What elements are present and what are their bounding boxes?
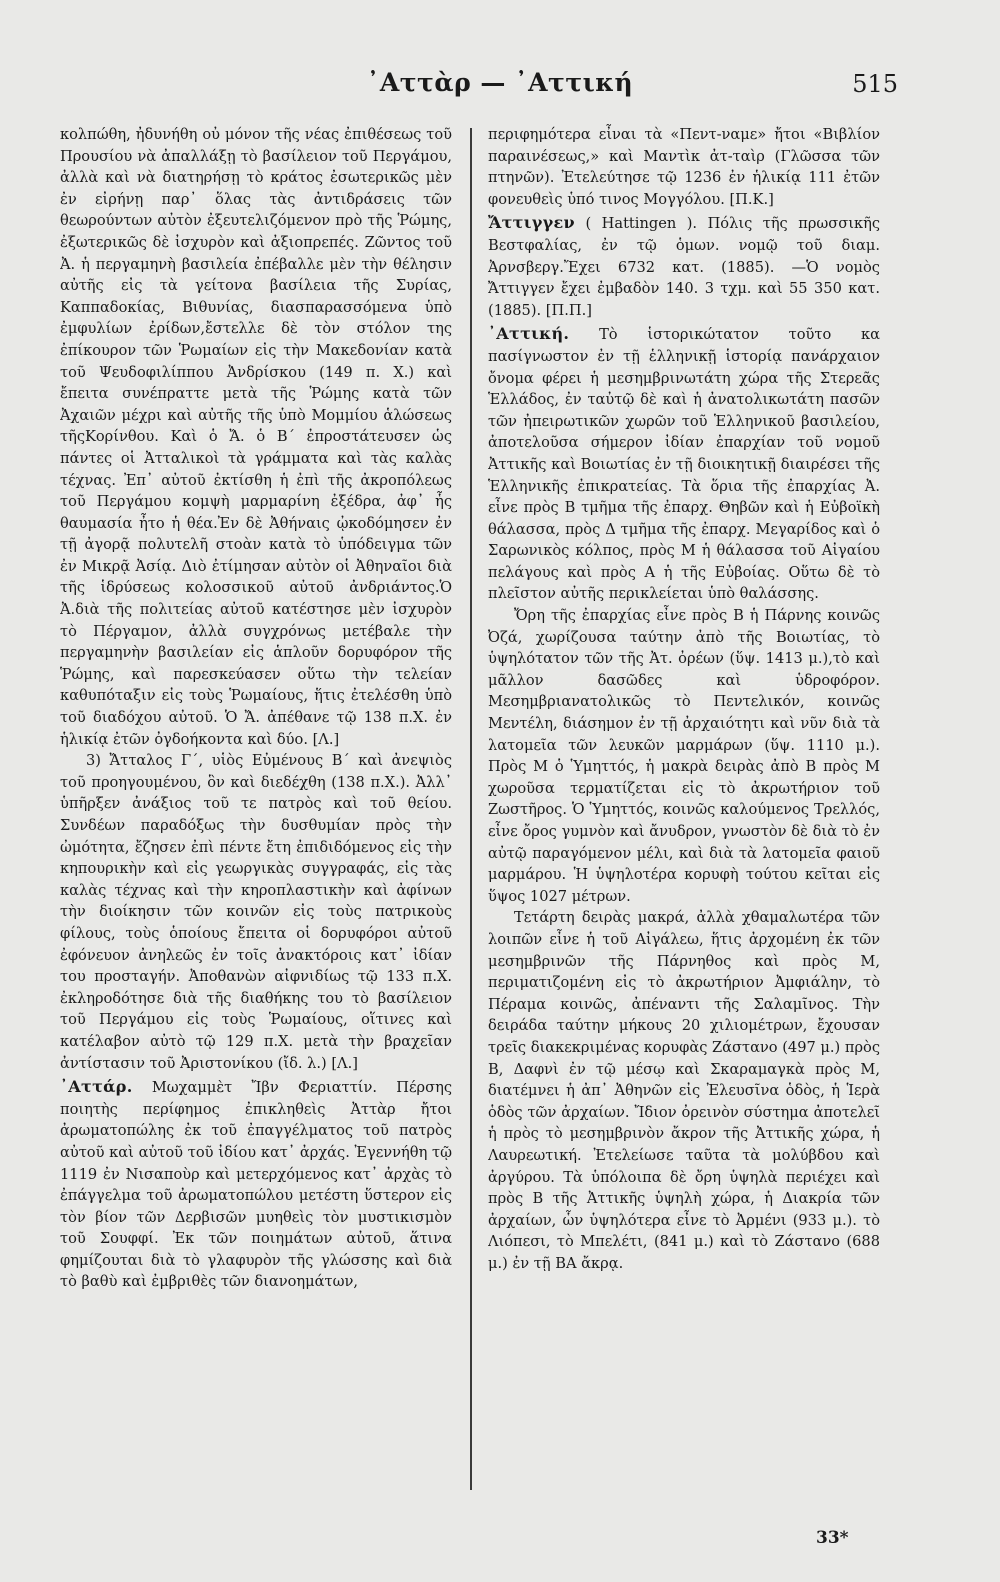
printer-signature: 33* [816, 1528, 849, 1548]
entry-attar [60, 1076, 452, 1293]
running-head [0, 62, 1000, 102]
entry-attiki [488, 323, 880, 605]
page-number: 515 [852, 70, 898, 98]
lemma-attiki: ᾿Αττική. [488, 324, 570, 344]
right-column [488, 124, 880, 1504]
entry-hattingen [488, 212, 880, 321]
paragraph-attar-end: περιφημότερα εἶναι τὰ «Πεντ-ναμε» ἤτοι «Βιβλίον παραινέσεως,» καὶ Μαντὶκ ἀτ-ταὶρ (Γλῶσσα τῶν πτηνῶν). Ἐτελεύτησε τῷ 1236 ἐν ἡλικίᾳ 111 ἐτῶν φονευθεὶς ὑπό τινος Μογγόλου. [Π.Κ.] [488, 126, 880, 208]
left-column [60, 124, 452, 1504]
entry-attiki-text: Τὸ ἱστορικώτατον τοῦτο κα πασίγνωστον ἐν τῇ ἑλληνικῇ ἱστορίᾳ πανάρχαιον ὄνομα φέρει ἡ μεσημβρινωτάτη χώρα τῆς Στερεᾶς Ἑλλάδος, ἐν ταὐτῷ δὲ καὶ ἡ ἀνατολικωτάτη πασῶν τῶν ἠπειρωτικῶν χωρῶν τοῦ Ἑλληνικοῦ βασιλείου, ἀποτελοῦσα σήμερον ἰδίαν ἐπαρχίαν τοῦ νομοῦ Ἀττικῆς καὶ Βοιωτίας ἐν τῇ διοικητικῇ διαιρέσει τῆς Ἑλληνικῆς ἐπικρατείας. Τὰ ὅρια τῆς ἐπαρχίας Ἀ. εἶνε πρὸς Β τμῆμα τῆς ἐπαρχ. Θηβῶν καὶ ἡ Εὐβοϊκὴ θάλασσα, πρὸς Δ τμῆμα τῆς ἐπαρχ. Μεγαρίδος καὶ ὁ Σαρωνικὸς κόλπος, πρὸς Μ ἡ θάλασσα τοῦ Αἰγαίου πελάγους καὶ πρὸς Α ἡ τῆς Εὐβοίας. Οὕτω δὲ τὸ πλεῖστον αὐτῆς περικλείεται ὑπὸ θαλάσσης. [488, 326, 880, 603]
paragraph-ori: Ὄρη τῆς ἐπαρχίας εἶνε πρὸς Β ἡ Πάρνης κοινῶς Ὀζά, χωρίζουσα ταύτην ἀπὸ τῆς Βοιωτίας, τὸ ὑψηλότατον τῶν τῆς Ἀτ. ὀρέων (ὕψ. 1413 μ.),τὸ καὶ μᾶλλον δασῶδες καὶ ὑδροφόρον. Μεσημβριανατολικῶς τὸ Πεντελικόν, κοινῶς Μεντέλη, διάσημον ἐν τῇ ἀρχαιότητι καὶ νῦν διὰ τὰ λατομεῖα τῶν λευκῶν μαρμάρων (ὕψ. 1110 μ.). Πρὸς Μ ὁ Ὑμηττός, ἡ μακρὰ δειρὰς ἀπὸ Β πρὸς Μ χωροῦσα τερματίζεται εἰς τὸ ἀκρωτήριον τοῦ Ζωστῆρος. Ὁ Ὑμηττός, κοινῶς καλούμενος Τρελλός, εἶνε ὄρος γυμνὸν καὶ ἄνυδρον, γνωστὸν δὲ διὰ τὸ ἐν αὐτῷ παραγόμενον μέλι, καὶ διὰ τὰ λατομεῖα φαιοῦ μαρμάρου. Ἡ ὑψηλοτέρα κορυφὴ τούτου κεῖται εἰς ὕψος 1027 μέτρων. [488, 607, 880, 905]
entry-hattingen-text: ( Hattingen ). Πόλις τῆς πρωσσικῆς Βεστφαλίας, ἐν τῷ ὁμων. νομῷ τοῦ διαμ. Ἀρνσβεργ.Ἔχει 6732 κατ. (1885). —Ὁ νομὸς Ἄττιγγεν ἔχει ἐμβαδὸν 140. 3 τχμ. καὶ 55 350 κατ. (1885). [Π.Π.] [488, 215, 880, 319]
entry-attar-text: Μωχαμμὲτ Ἴβν Φεριαττίν. Πέρσης ποιητὴς περίφημος ἐπικληθεὶς Ἀττὰρ ἤτοι ἀρωματοπώλης ἐκ τοῦ ἐπαγγέλματος τοῦ πατρὸς αὐτοῦ καὶ αὐτοῦ τοῦ ἰδίου κατ᾿ ἀρχάς. Ἐγεννήθη τῷ 1119 ἐν Νισαποὺρ καὶ μετερχόμενος κατ᾿ ἀρχὰς τὸ ἐπάγγελμα τοῦ ἀρωματοπώλου μετέστη ὕστερον εἰς τὸν βίον τῶν Δερβισῶν μυηθεὶς τὸν μυστικισμὸν τοῦ Σουφφί. Ἐκ τῶν ποιημάτων αὐτοῦ, ἅτινα φημίζουται διὰ τὸ γλαφυρὸν τῆς γλώσσης καὶ διὰ τὸ βαθὺ καὶ ἐμβριθὲς τῶν διανοημάτων, [60, 1079, 452, 1291]
page-title: ᾿Αττὰρ — ᾿Αττική [366, 68, 634, 97]
paragraph-attalos-3: 3) Ἄτταλος Γ΄, υἱὸς Εὐμένους Β΄ καὶ ἀνεψιὸς τοῦ προηγουμένου, ὃν καὶ διεδέχθη (138 π.Χ.). Ἀλλ᾿ ὑπῆρξεν ἀνάξιος τοῦ τε πατρὸς καὶ τοῦ θείου. Συνδέων παραδόξως τὴν δυσθυμίαν πρὸς τὴν ὠμότητα, ἔζησεν ἐπὶ πέντε ἔτη ἐπιδιδόμενος εἰς τὴν κηπουρικὴν καὶ εἰς γεωργικὰς συγγραφάς, εἰς τὰς καλὰς τέχνας καὶ τὴν κηροπλαστικὴν καὶ ἀφίνων τὴν διοίκησιν τῶν κοινῶν εἰς τοὺς πατρικοὺς φίλους, τοὺς ὁποίους ἔπειτα οἱ δορυφόροι αὐτοῦ ἐφόνευον ἀνηλεῶς ἐν τοῖς ἀνακτόροις κατ᾿ ἰδίαν του προσταγήν. Ἀποθανὼν αἰφνιδίως τῷ 133 π.Χ. ἐκληροδότησε διὰ τῆς διαθήκης του τὸ βασίλειον τοῦ Περγάμου εἰς τοὺς Ῥωμαίους, οἵτινες καὶ κατέλαβον αὐτὸ τῷ 129 π.Χ. μετὰ τὴν βραχεῖαν ἀντίστασιν τοῦ Ἀριστονίκου (ἴδ. λ.) [Λ.] [60, 752, 452, 1072]
lemma-hattingen: Ἄττιγγεν [488, 213, 575, 233]
column-divider [470, 128, 472, 1490]
paragraph-attalos-2-end: κολπώθη, ἠδυνήθη οὐ μόνον τῆς νέας ἐπιθέσεως τοῦ Προυσίου νὰ ἀπαλλάξῃ τὸ βασίλειον τοῦ Περγάμου, ἀλλὰ καὶ νὰ διατηρήσῃ τὸ κράτος ἐσωτερικῶς μὲν ἐν εἰρήνῃ παρ᾿ ὅλας τὰς ἀντιδράσεις τῶν θεωρούντων αὐτὸν ἐξευτελιζόμενον πρὸ τῆς Ῥώμης, ἐξωτερικῶς δὲ ἰσχυρὸν καὶ ἀξιοπρεπές. Ζῶντος τοῦ Ἀ. ἡ περγαμηνὴ βασιλεία ἐπέβαλλε μὲν τὴν θέλησιν αὐτῆς εἰς τὰ γείτονα βασίλεια τῆς Συρίας, Καππαδοκίας, Βιθυνίας, διασπαρασσόμενα ὑπὸ ἐμφυλίων ἐρίδων,ἔστελλε δὲ τὸν στόλον της ἐπίκουρον τῶν Ῥωμαίων εἰς τὴν Μακεδονίαν κατὰ τοῦ Ψευδοφιλίππου Ἀνδρίσκου (149 π. Χ.) καὶ ἔπειτα συνέπραττε μετὰ τῆς Ῥώμης κατὰ τῶν Ἀχαιῶν μέχρι καὶ αὐτῆς τῆς ὑπὸ Μομμίου ἁλώσεως τῆςΚορίνθου. Καὶ ὁ Ἄ. ὁ Β΄ ἐπροστάτευσεν ὡς πάντες οἱ Ἀτταλικοὶ τὰ γράμματα καὶ τὰς καλὰς τέχνας. Ἐπ᾿ αὐτοῦ ἐκτίσθη ἡ ἐπὶ τῆς ἀκροπόλεως τοῦ Περγάμου κομψὴ μαρμαρίνη ἐξέδρα, ἀφ᾿ ἧς θαυμασία ἦτο ἡ θέα.Ἐν δὲ Ἀθήναις ᾠκοδόμησεν ἐν τῇ ἀγορᾷ πολυτελῆ στοὰν κατὰ τὸ ὑπόδειγμα τῶν ἐν Μικρᾷ Ἀσίᾳ. Διὸ ἐτίμησαν αὐτὸν οἱ Ἀθηναῖοι διὰ τῆς ἱδρύσεως κολοσσικοῦ αὐτοῦ ἀνδριάντος.Ὁ Ἀ.διὰ τῆς πολιτείας αὐτοῦ κατέστησε μὲν ἰσχυρὸν τὸ Πέργαμον, ἀλλὰ συγχρόνως μετέβαλε τὴν περγαμηνὴν βασιλείαν εἰς ἁπλοῦν δορυφόρον τῆς Ῥώμης, καὶ παρεσκεύασεν οὕτω τὴν τελείαν καθυπόταξιν εἰς τοὺς Ῥωμαίους, ἥτις ἐτελέσθη ὑπὸ τοῦ διαδόχου αὐτοῦ. Ὁ Ἄ. ἀπέθανε τῷ 138 π.Χ. ἐν ἡλικίᾳ ἐτῶν ὀγδοήκοντα καὶ δύο. [Λ.] [60, 126, 452, 748]
lemma-attar: ᾿Αττάρ. [60, 1077, 133, 1097]
paragraph-tetarti: Τετάρτη δειρὰς μακρά, ἀλλὰ χθαμαλωτέρα τῶν λοιπῶν εἶνε ἡ τοῦ Αἰγάλεω, ἥτις ἀρχομένη ἐκ τῶν μεσημβρινῶν τῆς Πάρνηθος καὶ πρὸς Μ, περιματιζομένη εἰς τὸ ἀκρωτήριον Ἀμφιάλην, τὸ Πέραμα κοινῶς, ἀπέναντι τῆς Σαλαμῖνος. Τὴν δειράδα ταύτην μήκους 20 χιλιομέτρων, ἔχουσαν τρεῖς διακεκριμένας κορυφὰς Ζάστανο (497 μ.) πρὸς Β, Δαφνὶ ἐν τῷ μέσῳ καὶ Σκαραμαγκὰ πρὸς Μ, διατέμνει ἡ ἀπ᾿ Ἀθηνῶν εἰς Ἐλευσῖνα ὁδὸς, ἡ Ἱερὰ ὁδὸς τῶν ἀρχαίων. Ἴδιον ὀρεινὸν σύστημα ἀποτελεῖ ἡ πρὸς τὸ μεσημβρινὸν ἄκρον τῆς Ἀττικῆς χώρα, ἡ Λαυρεωτική. Ἐτελείωσε ταῦτα τὰ μολύβδου καὶ ἀργύρου. Τὰ ὑπόλοιπα δὲ ὄρη ὑψηλὰ περιέχει καὶ πρὸς Β τῆς Ἀττικῆς ὑψηλὴ χώρα, ἡ Διακρία τῶν ἀρχαίων, ὧν ὑψηλότερα εἶνε τὸ Ἀρμένι (933 μ.). τὸ Λιόπεσι, τὸ Μπελέτι, (841 μ.) καὶ τὸ Ζάστανο (688 μ.) ἐν τῇ ΒΑ ἄκρᾳ. [488, 909, 880, 1272]
